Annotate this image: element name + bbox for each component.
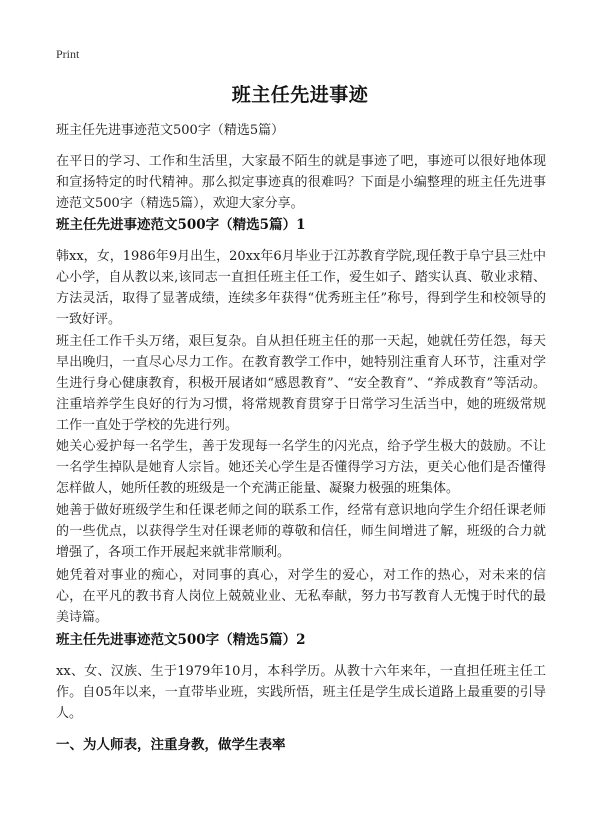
intro-paragraph: 在平日的学习、工作和生活里，大家最不陌生的就是事迹了吧，事迹可以很好地体现和宣扬特定的时代精神。那么拟定事迹真的很难吗？下面是小编整理的班主任先进事迹范文500字（精选5篇），欢迎大家分享。 — [56, 154, 546, 211]
section-1-paragraph-5: 她凭着对事业的痴心，对同事的真心，对学生的爱心，对工作的热心，对未来的信心，在平凡的教书育人岗位上兢兢业业、无私奉献，努力书写教育人无愧于时代的最美诗篇。 — [56, 568, 546, 625]
document-subtitle: 班主任先进事迹范文500字（精选5篇） — [56, 123, 285, 138]
section-1-heading: 班主任先进事迹范文500字（精选5篇）1 — [56, 217, 306, 233]
section-1-paragraph-2: 班主任工作千头万绪，艰巨复杂。自从担任班主任的那一天起，她就任劳任怨，每天早出晚归，一直尽心尽力工作。在教育教学工作中，她特别注重育人环节，注重对学生进行身心健康教育，积极开展诸如“感恩教育”、“安全教育”、“养成教育”等活动。注重培养学生良好的行为习惯，将常规教育贯穿于日常学习生活当中，她的班级常规工作一直处于学校的先进行列。 — [56, 334, 546, 433]
section-2-heading: 班主任先进事迹范文500字（精选5篇）2 — [56, 632, 306, 648]
section-2-subheading: 一、为人师表，注重身教，做学生表率 — [56, 737, 286, 753]
section-2-paragraph-1: xx、女、汉族、生于1979年10月，本科学历。从教十六年来年，一直担任班主任工作。自05年以来，一直带毕业班，实践所悟，班主任是学生成长道路上最重要的引导人。 — [56, 664, 546, 721]
section-1-paragraph-3: 她关心爱护每一名学生，善于发现每一名学生的闪光点，给予学生极大的鼓励。不让一名学生掉队是她育人宗旨。她还关心学生是否懂得学习方法，更关心他们是否懂得怎样做人，她所任教的班级是一个充满正能量、凝聚力极强的班集体。 — [56, 439, 546, 496]
print-link[interactable]: Print — [56, 47, 80, 61]
section-1-paragraph-1: 韩xx，女，1986年9月出生，20xx年6月毕业于江苏教育学院,现任教于阜宁县三灶中心小学，自从教以来,该同志一直担任班主任工作，爱生如子、踏实认真、敬业求精、方法灵活，取得了显著成绩，连续多年获得“优秀班主任”称号，得到学生和校领导的一致好评。 — [56, 249, 546, 327]
section-1-paragraph-4: 她善于做好班级学生和任课老师之间的联系工作，经常有意识地向学生介绍任课老师的一些优点，以获得学生对任课老师的尊敬和信任，师生间增进了解，班级的合力就增强了，各项工作开展起来就非常顺利。 — [56, 503, 546, 560]
page-title: 班主任先进事迹 — [231, 84, 369, 106]
